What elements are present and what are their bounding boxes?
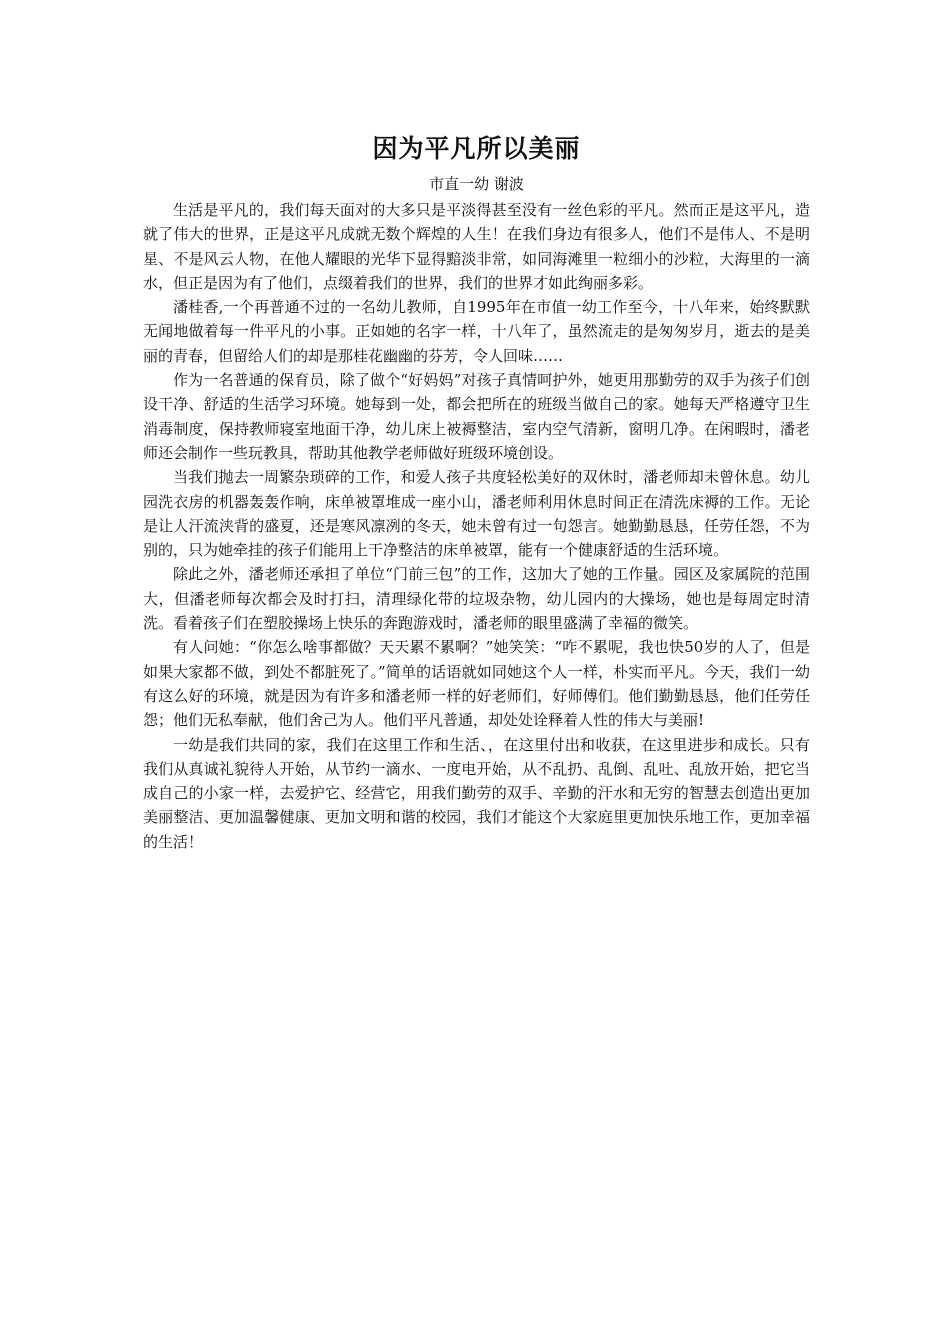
paragraph-2: 潘桂香,一个再普通不过的一名幼儿教师，自1995年在市值一幼工作至今，十八年来，始终默默无闻地做着每一件平凡的小事。正如她的名字一样，十八年了，虽然流走的是匆匆岁月，逝去的是美丽的青春，但留给人们的却是那桂花幽幽的芬芳，令人回味…… xyxy=(143,298,810,365)
document-author: 市直一幼 谢波 xyxy=(429,175,524,193)
document-body xyxy=(143,128,810,854)
document-title: 因为平凡所以美丽 xyxy=(372,134,581,163)
paragraph-3: 作为一名普通的保育员，除了做个“好妈妈”对孩子真情呵护外，她更用那勤劳的双手为孩子们创设干净、舒适的生活学习环境。她每到一处，都会把所在的班级当做自己的家。她每天严格遵守卫生消毒制度，保持教师寝室地面干净，幼儿床上被褥整洁，室内空气清新，窗明几净。在闲暇时，潘老师还会制作一些玩教具，帮助其他教学老师做好班级环境创设。 xyxy=(143,371,810,462)
paragraph-6: 有人问她：“你怎么啥事都做？天天累不累啊？”她笑笑：“咋不累呢，我也快50岁的人了，但是如果大家都不做，到处不都脏死了。”简单的话语就如同她这个人一样，朴实而平凡。今天，我们一幼有这么好的环境，就是因为有许多和潘老师一样的好老师们，好师傅们。他们勤勤恳恳，他们任劳任怨；他们无私奉献，他们舍己为人。他们平凡普通，却处处诠释着人性的伟大与美丽! xyxy=(143,638,810,730)
paragraph-7: 一幼是我们共同的家，我们在这里工作和生活、，在这里付出和收获，在这里进步和成长。只有我们从真诚礼貌待人开始，从节约一滴水、一度电开始，从不乱扔、乱倒、乱吐、乱放开始，把它当成自己的小家一样，去爱护它、经营它，用我们勤劳的双手、辛勤的汗水和无穷的智慧去创造出更加美丽整洁、更加温馨健康、更加文明和谐的校园，我们才能这个大家庭里更加快乐地工作，更加幸福的生活！ xyxy=(143,735,810,851)
paragraph-4: 当我们抛去一周繁杂琐碎的工作，和爱人孩子共度轻松美好的双休时，潘老师却未曾休息。幼儿园洗衣房的机器轰轰作响，床单被罩堆成一座小山，潘老师利用休息时间正在清洗床褥的工作。无论是让人汗流浃背的盛夏，还是寒风凛冽的冬天，她未曾有过一句怨言。她勤勤恳恳，任劳任怨，不为别的，只为她牵挂的孩子们能用上干净整洁的床单被罩，能有一个健康舒适的生活环境。 xyxy=(143,468,810,560)
paragraph-1: 生活是平凡的，我们每天面对的大多只是平淡得甚至没有一丝色彩的平凡。然而正是这平凡，造就了伟大的世界，正是这平凡成就无数个辉煌的人生！在我们身边有很多人，他们不是伟人、不是明星、不是风云人物，在他人耀眼的光华下显得黯淡非常，如同海滩里一粒细小的沙粒，大海里的一滴水，但正是因为有了他们，点缀着我们的世界，我们的世界才如此绚丽多彩。 xyxy=(143,201,810,292)
paragraph-5: 除此之外，潘老师还承担了单位“门前三包”的工作，这加大了她的工作量。园区及家属院的范围大，但潘老师每次都会及时打扫，清理绿化带的垃圾杂物，幼儿园内的大操场，她也是每周定时清洗。看着孩子们在塑胶操场上快乐的奔跑游戏时，潘老师的眼里盛满了幸福的微笑。 xyxy=(143,565,810,633)
